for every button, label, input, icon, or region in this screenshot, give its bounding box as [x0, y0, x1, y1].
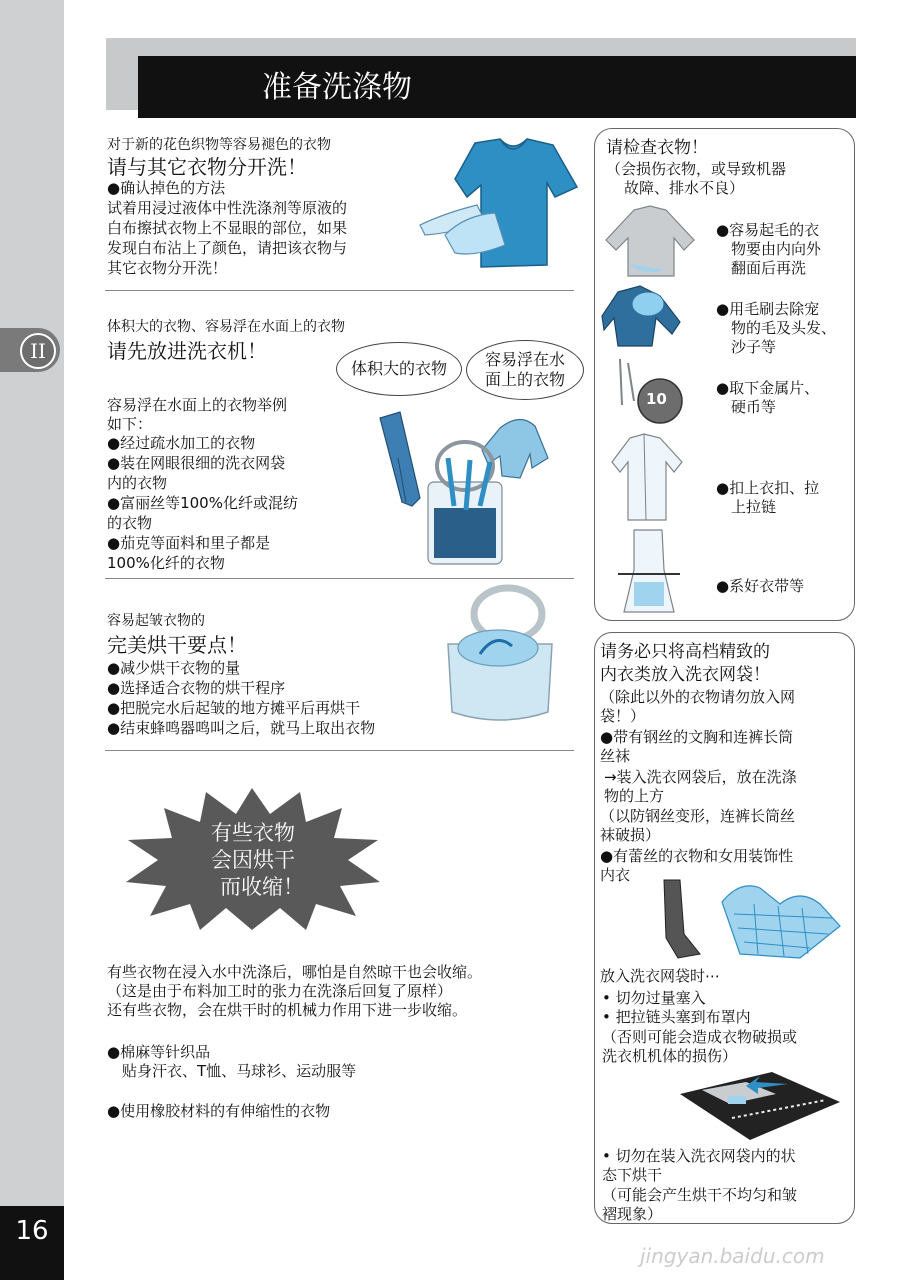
section2-item: 内的衣物	[107, 474, 168, 492]
section3-item: ●选择适合衣物的烘干程序	[107, 679, 286, 697]
section3-item: ●结束蜂鸣器鸣叫之后，就马上取出衣物	[107, 719, 376, 737]
left-sidebar	[0, 0, 64, 1280]
bag-line: • 把拉链头塞到布罩内	[602, 1008, 751, 1026]
check-item-line: 物要由内向外	[731, 240, 822, 258]
callout-floating-clothes	[466, 340, 584, 400]
section1-line: 试着用浸过液体中性洗涤剂等原液的	[107, 199, 348, 217]
net-line: 袋！）	[600, 707, 646, 725]
bag-heading: 放入洗衣网袋时⋯	[600, 967, 721, 985]
page-number: 16	[0, 1206, 64, 1280]
zipper-net-icon	[676, 1068, 842, 1142]
section3-item: ●把脱完水后起皱的地方摊平后再烘干	[107, 699, 361, 717]
section2-heading: 请先放进洗衣机！	[107, 339, 267, 363]
section1-heading: 请与其它衣物分开洗！	[107, 155, 307, 179]
section1-intro: 对于新的花色织物等容易褪色的衣物	[107, 137, 331, 153]
final-line: • 切勿在装入洗衣网袋内的状	[602, 1147, 796, 1165]
callout-floating-line1: 容易浮在水	[484, 350, 565, 369]
watermark: jingyan.baidu.com	[640, 1244, 825, 1268]
starburst-text	[178, 820, 328, 901]
check-item-line: ●容易起毛的衣	[716, 221, 820, 239]
check-item-line: ●系好衣带等	[716, 577, 805, 595]
section4-line: 有些衣物在浸入水中洗涤后，哪怕是自然晾干也会收缩。	[107, 963, 483, 981]
bag-line: （否则可能会造成衣物破损或	[602, 1028, 798, 1046]
net-line: 内衣	[600, 866, 631, 884]
bag-line: 洗衣机机体的损伤）	[602, 1047, 738, 1065]
final-line: 褶现象）	[602, 1205, 663, 1223]
section4-item: ●使用橡胶材料的有伸缩性的衣物	[107, 1102, 331, 1120]
title-banner	[138, 56, 856, 118]
net-heading: 内衣类放入洗衣网袋！	[600, 665, 770, 685]
shirt-icon	[608, 432, 688, 524]
divider	[105, 578, 574, 579]
section2-examples-intro: 容易浮在水面上的衣物举例	[107, 396, 288, 414]
final-line: 态下烘干	[602, 1166, 663, 1184]
check-item-line: 翻面后再洗	[731, 259, 807, 277]
section2-examples-intro2: 如下：	[107, 415, 153, 433]
coin-label: 10	[646, 390, 667, 408]
net-line: ●有蕾丝的衣物和女用装饰性	[600, 847, 794, 865]
starburst-line1: 有些衣物	[211, 821, 295, 845]
check-item-line: ●用毛刷去除宠	[716, 300, 820, 318]
net-line: （除此以外的衣物请勿放入网	[600, 688, 796, 706]
section4-line: （这是由于布料加工时的张力在洗涤后回复了原样）	[107, 982, 453, 1000]
tshirt-illustration	[415, 135, 580, 270]
bag-line: • 切勿过量塞入	[602, 989, 706, 1007]
section1-line: 白布擦拭衣物上不显眼的部位，如果	[107, 219, 348, 237]
check-sub: （会损伤衣物，或导致机器	[606, 160, 787, 178]
washer-tub-illustration	[440, 582, 560, 730]
section2-item: 的衣物	[107, 514, 153, 532]
check-item-line: 沙子等	[731, 338, 777, 356]
check-item-line: ●扣上衣扣、拉	[716, 479, 820, 497]
net-line: 丝袜	[600, 747, 631, 765]
apron-icon	[614, 526, 684, 616]
section3-item: ●减少烘干衣物的量	[107, 659, 241, 677]
starburst-line2: 会因烘干	[211, 848, 295, 872]
net-line: 物的上方	[604, 787, 665, 805]
page-title: 准备洗涤物	[262, 70, 412, 105]
net-heading: 请务必只将高档精致的	[600, 642, 770, 662]
callout-bulky-clothes	[336, 342, 462, 396]
section3-heading: 完美烘干要点！	[107, 633, 247, 657]
net-line: （以防钢丝变形，连裤长筒丝	[600, 807, 796, 825]
check-item-line: 硬币等	[731, 398, 777, 416]
section4-item-detail: 贴身汗衣、T恤、马球衫、运动服等	[122, 1062, 357, 1080]
check-item-line: 上拉链	[731, 498, 777, 516]
check-heading: 请检查衣物！	[606, 138, 708, 158]
section4-item: ●棉麻等针织品	[107, 1043, 211, 1061]
washer-loading-illustration	[370, 398, 575, 570]
section2-item: ●富丽丝等100%化纤或混纺	[107, 494, 298, 512]
section2-item: ●装在网眼很细的洗衣网袋	[107, 454, 286, 472]
check-item-line: 物的毛及头发、	[731, 319, 837, 337]
sweater-icon	[604, 204, 704, 280]
divider	[105, 290, 574, 291]
net-line: 袜破损）	[600, 826, 661, 844]
callout-floating-line2: 面上的衣物	[484, 370, 565, 389]
jacket-brush-icon	[600, 282, 700, 352]
section3-intro: 容易起皱衣物的	[107, 613, 205, 629]
section2-item: 100%化纤的衣物	[107, 554, 225, 572]
section1-bullet: ●确认掉色的方法	[107, 179, 226, 197]
check-item-line: ●取下金属片、	[716, 379, 820, 397]
section2-item: ●茄克等面料和里子都是	[107, 534, 271, 552]
divider	[105, 750, 574, 751]
section2-intro: 体积大的衣物、容易浮在水面上的衣物	[107, 319, 345, 335]
section1-line: 其它衣物分开洗！	[107, 259, 228, 277]
section1-line: 发现白布沾上了颜色，请把该衣物与	[107, 239, 348, 257]
check-sub: 故障、排水不良）	[624, 179, 745, 197]
net-line: ●带有钢丝的文胸和连裤长筒	[600, 728, 794, 746]
callout-bulky-text: 体积大的衣物	[350, 359, 447, 378]
section4-line: 还有些衣物，会在烘干时的机械力作用下进一步收缩。	[107, 1001, 468, 1019]
section2-item: ●经过疏水加工的衣物	[107, 434, 256, 452]
starburst-line3: 而收缩！	[220, 875, 304, 899]
chapter-marker: II	[20, 333, 56, 369]
net-line: →装入洗衣网袋后，放在洗涤	[604, 768, 797, 786]
stockings-net-icon	[650, 874, 850, 964]
final-line: （可能会产生烘干不均匀和皱	[602, 1186, 798, 1204]
